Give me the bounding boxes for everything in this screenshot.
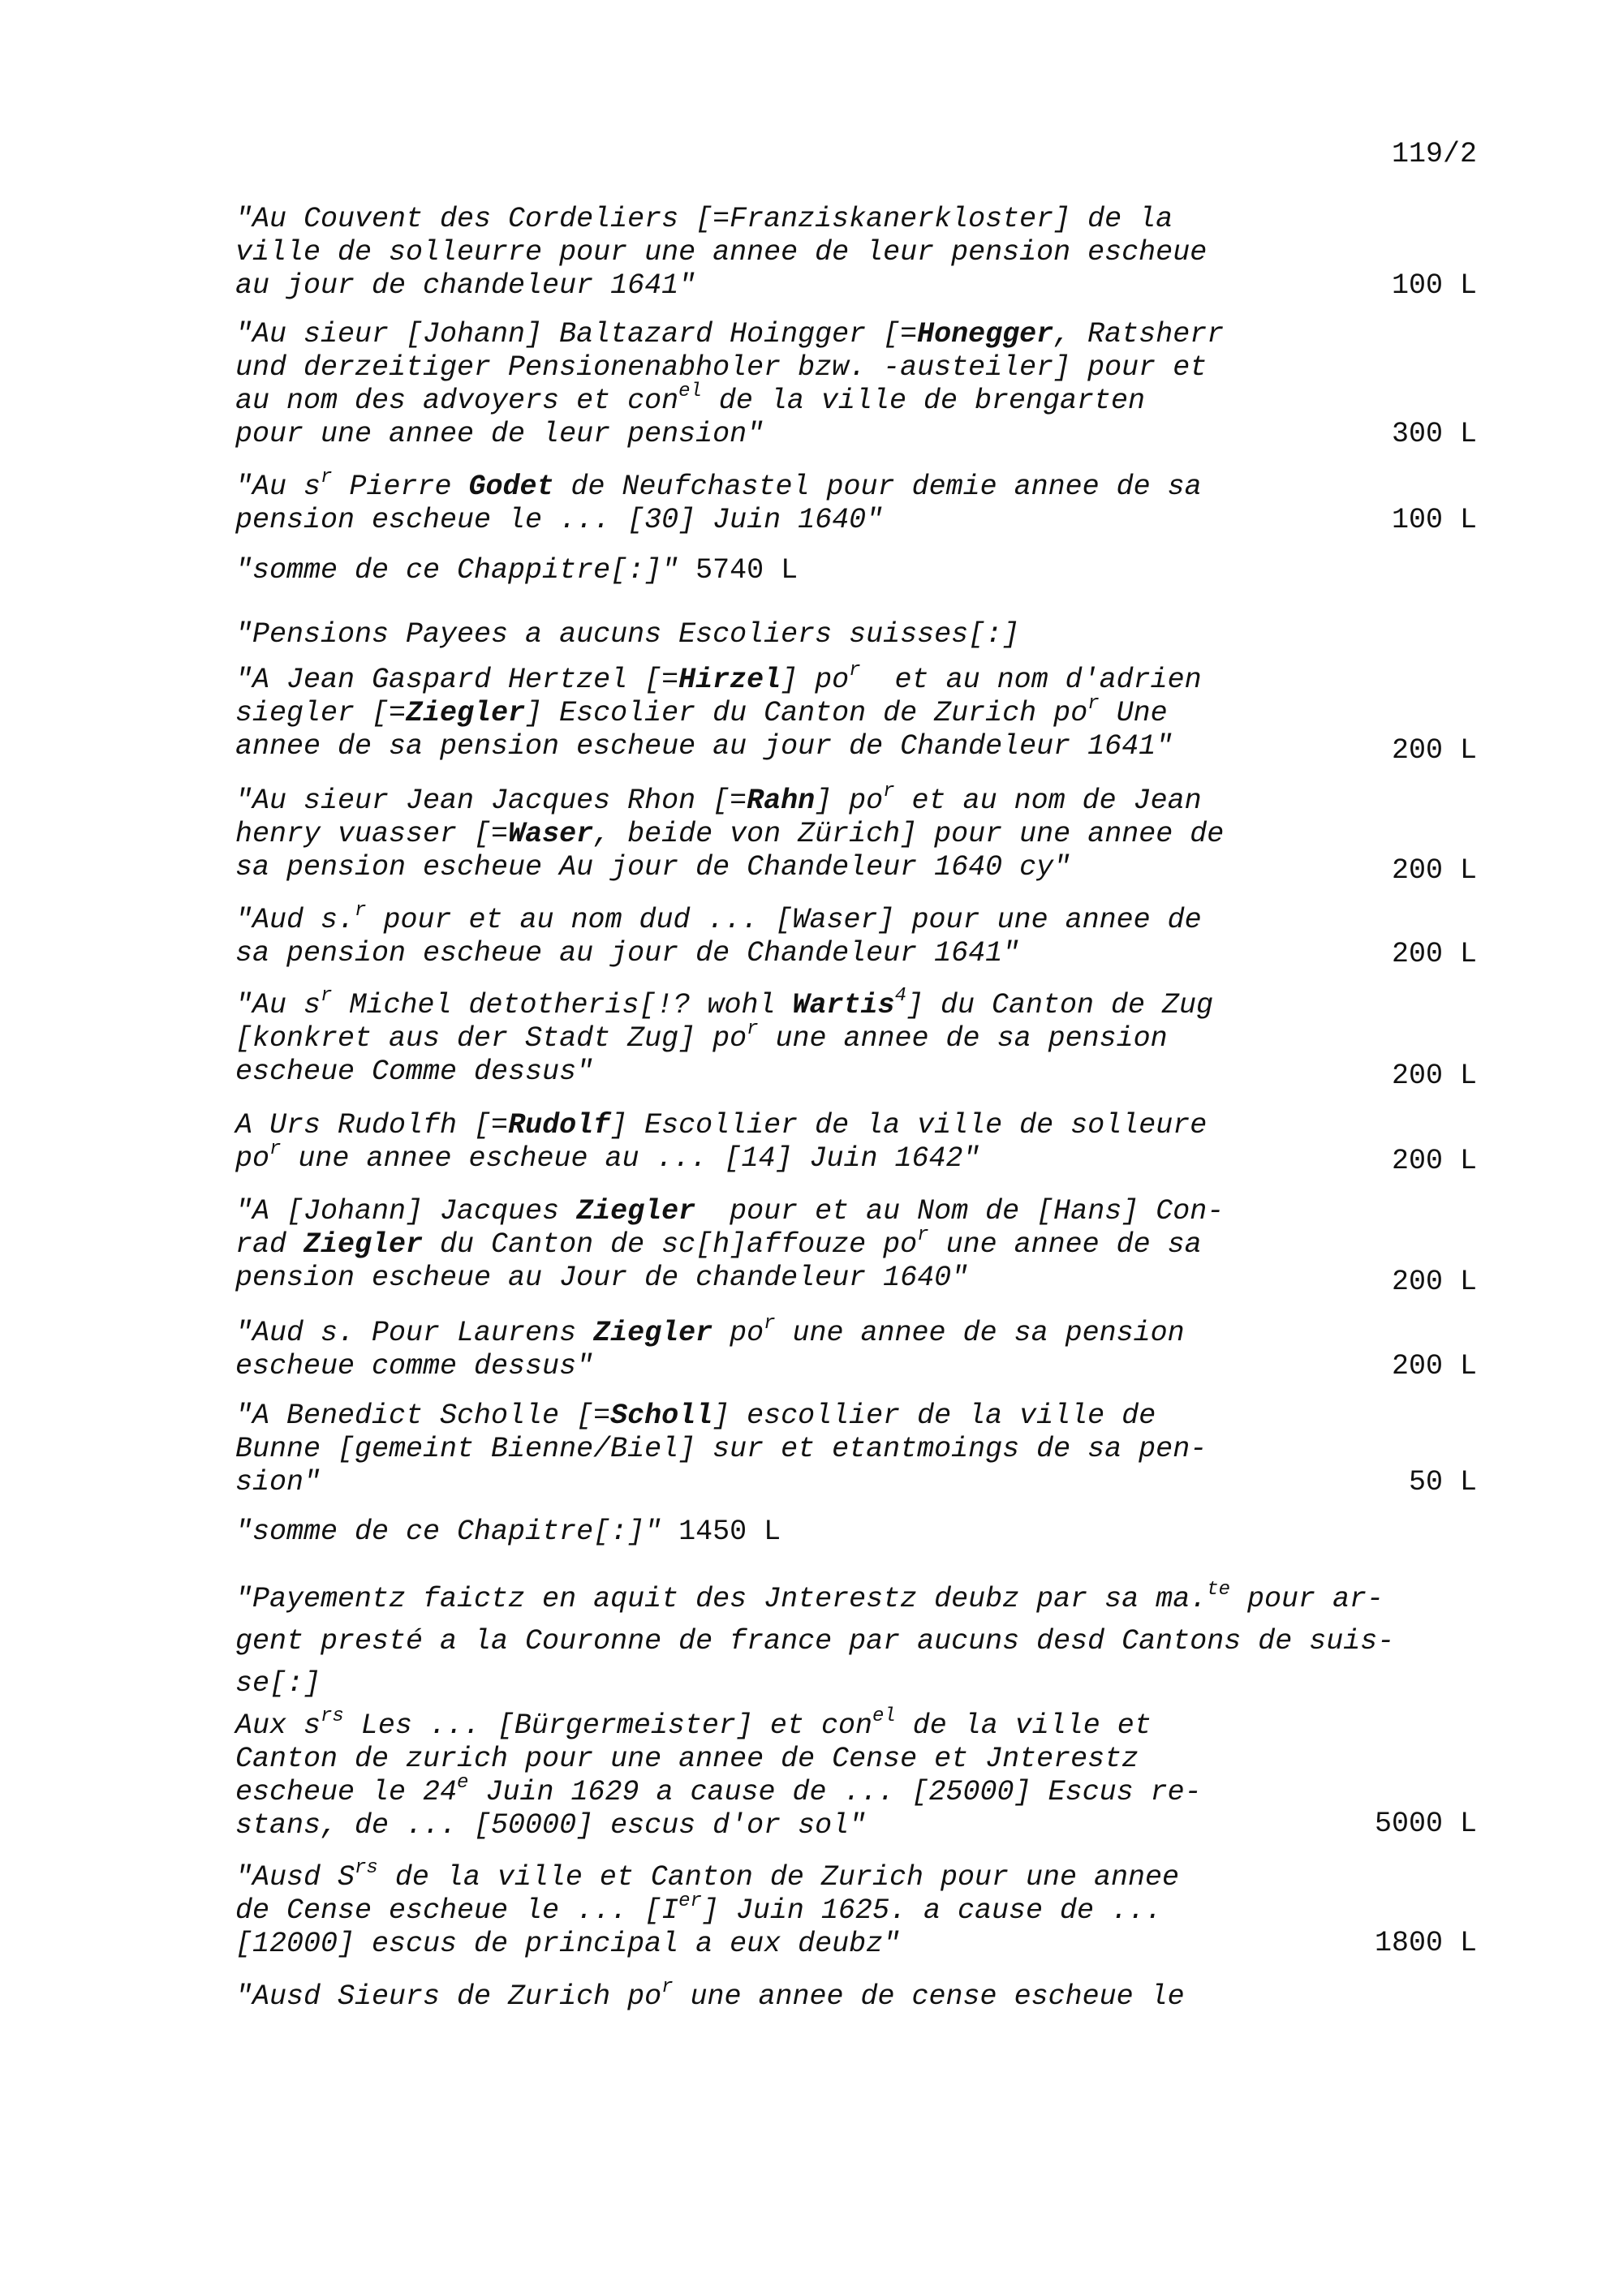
entry-ziegler-jacques: "A [Johann] Jacques Ziegler pour et au Nom de [Hans] Con- rad Ziegler du Canton de sc[h]affouze $po^r$ une annee de sa pension escheue au Jour de chandeleur 1640" (235, 1195, 1225, 1294)
chapter2-heading: "Pensions Payees a aucuns Escoliers suisses[:] (235, 618, 1020, 651)
entry-scholle: "A Benedict Scholle [=Scholl] escollier de la ville de Bunne [gemeint Bienne/Biel] sur et etantmoings de sa pen- sion" (235, 1400, 1208, 1498)
entry-hertzel: "A Jean Gaspard Hertzel [=Hirzel] $po^r$ et au nom d'adrien siegler [=Ziegler] Escolier du Canton de Zurich $po^r$ Une annee de sa pension escheue au jour de Chandeleur 1641" (235, 660, 1202, 763)
amount-waser: 200 L (1391, 938, 1477, 970)
entry-ziegler-laurens: "Aud s. Pour Laurens Ziegler $po^r$ une annee de sa pension escheue comme dessus" (235, 1313, 1185, 1382)
amount-zurich-1629: 5000 L (1374, 1808, 1477, 1840)
entry-zurich-partial: "Ausd Sieurs de Zurich $po^r$ une annee de cense escheue le (235, 1976, 1185, 2013)
amount-rhon: 200 L (1391, 854, 1477, 887)
amount-hoingger: 300 L (1391, 418, 1477, 450)
chapter2-total-value: 1450 L (678, 1516, 781, 1548)
entry-zurich-1625: "Ausd $S^{rs}$ de la ville et Canton de Zurich pour une annee de Cense escheue le ... [Ier] Juin 1625. a cause de ... [12000] escus de principal a eux deubz" (235, 1857, 1180, 1960)
amount-ziegler-laurens: 200 L (1391, 1350, 1477, 1382)
amount-zurich-1625: 1800 L (1374, 1927, 1477, 1959)
entry-rhon: "Au sieur Jean Jacques Rhon [=Rahn] $po^r$ et au nom de Jean henry vuasser [=Waser, beide von Zürich] pour une annee de sa pension escheue Au jour de Chandeleur 1640 cy" (235, 780, 1225, 884)
amount-scholle: 50 L (1408, 1466, 1477, 1498)
entry-zurich-1629: Aux $s^{rs}$ Les ... [Bürgermeister] et con$^{el}$ de la ville et Canton de zurich pour une annee de Cense et Jnterestz escheue le 24e Juin 1629 a cause de ... [25000] Escus re- stans, de ... [50000] escus d'or sol" (235, 1705, 1202, 1842)
amount-hertzel: 200 L (1391, 734, 1477, 767)
entry-hoingger: "Au sieur [Johann] Baltazard Hoingger [=Honegger, Ratsherr und derzeitiger Pensionenabholer bzw. -austeiler] pour et au nom des advoyers et con$^{el}$ de la ville de brengarten pour une annee de leur pension" (235, 318, 1225, 450)
entry-godet: "Au $s^r$ Pierre Godet de Neufchastel pour demie annee de sa pension escheue le ... [30] Juin 1640" (235, 467, 1202, 536)
amount-cordeliers: 100 L (1391, 269, 1477, 302)
amount-ziegler-jacques: 200 L (1391, 1266, 1477, 1298)
entry-rudolfh: A Urs Rudolfh [=Rudolf] Escollier de la ville de solleure $po^r$ une annee escheue au ... [14] Juin 1642" (235, 1109, 1208, 1175)
amount-rudolfh: 200 L (1391, 1145, 1477, 1177)
page-number: 119/2 (1391, 138, 1477, 170)
entry-waser: "Aud s.$^r$ pour et au nom dud ... [Waser] pour une annee de sa pension escheue au jour de Chandeleur 1641" (235, 900, 1202, 970)
chapter1-total: "somme de ce Chappitre[:]" 5740 L (235, 554, 799, 587)
entry-detotheris: "Au $s^r$ Michel detotheris[!? wohl Wartis$^4$] du Canton de Zug [konkret aus der Stadt Zug] $po^r$ une annee de sa pension escheue Comme dessus" (235, 985, 1214, 1088)
amount-godet: 100 L (1391, 504, 1477, 536)
amount-detotheris: 200 L (1391, 1060, 1477, 1092)
chapter3-heading: "Payementz faictz en aquit des Jnterestz deubz par sa ma.$^{te}$ pour ar- gent presté a la Couronne de france par aucuns desd Cantons de suis- se[:] (235, 1579, 1395, 1700)
entry-cordeliers: "Au Couvent des Cordeliers [=Franziskanerkloster] de la ville de solleurre pour une annee de leur pension escheue au jour de chandeleur 1641" (235, 203, 1208, 302)
chapter2-total: "somme de ce Chapitre[:]" 1450 L (235, 1516, 781, 1548)
chapter1-total-value: 5740 L (695, 554, 799, 587)
